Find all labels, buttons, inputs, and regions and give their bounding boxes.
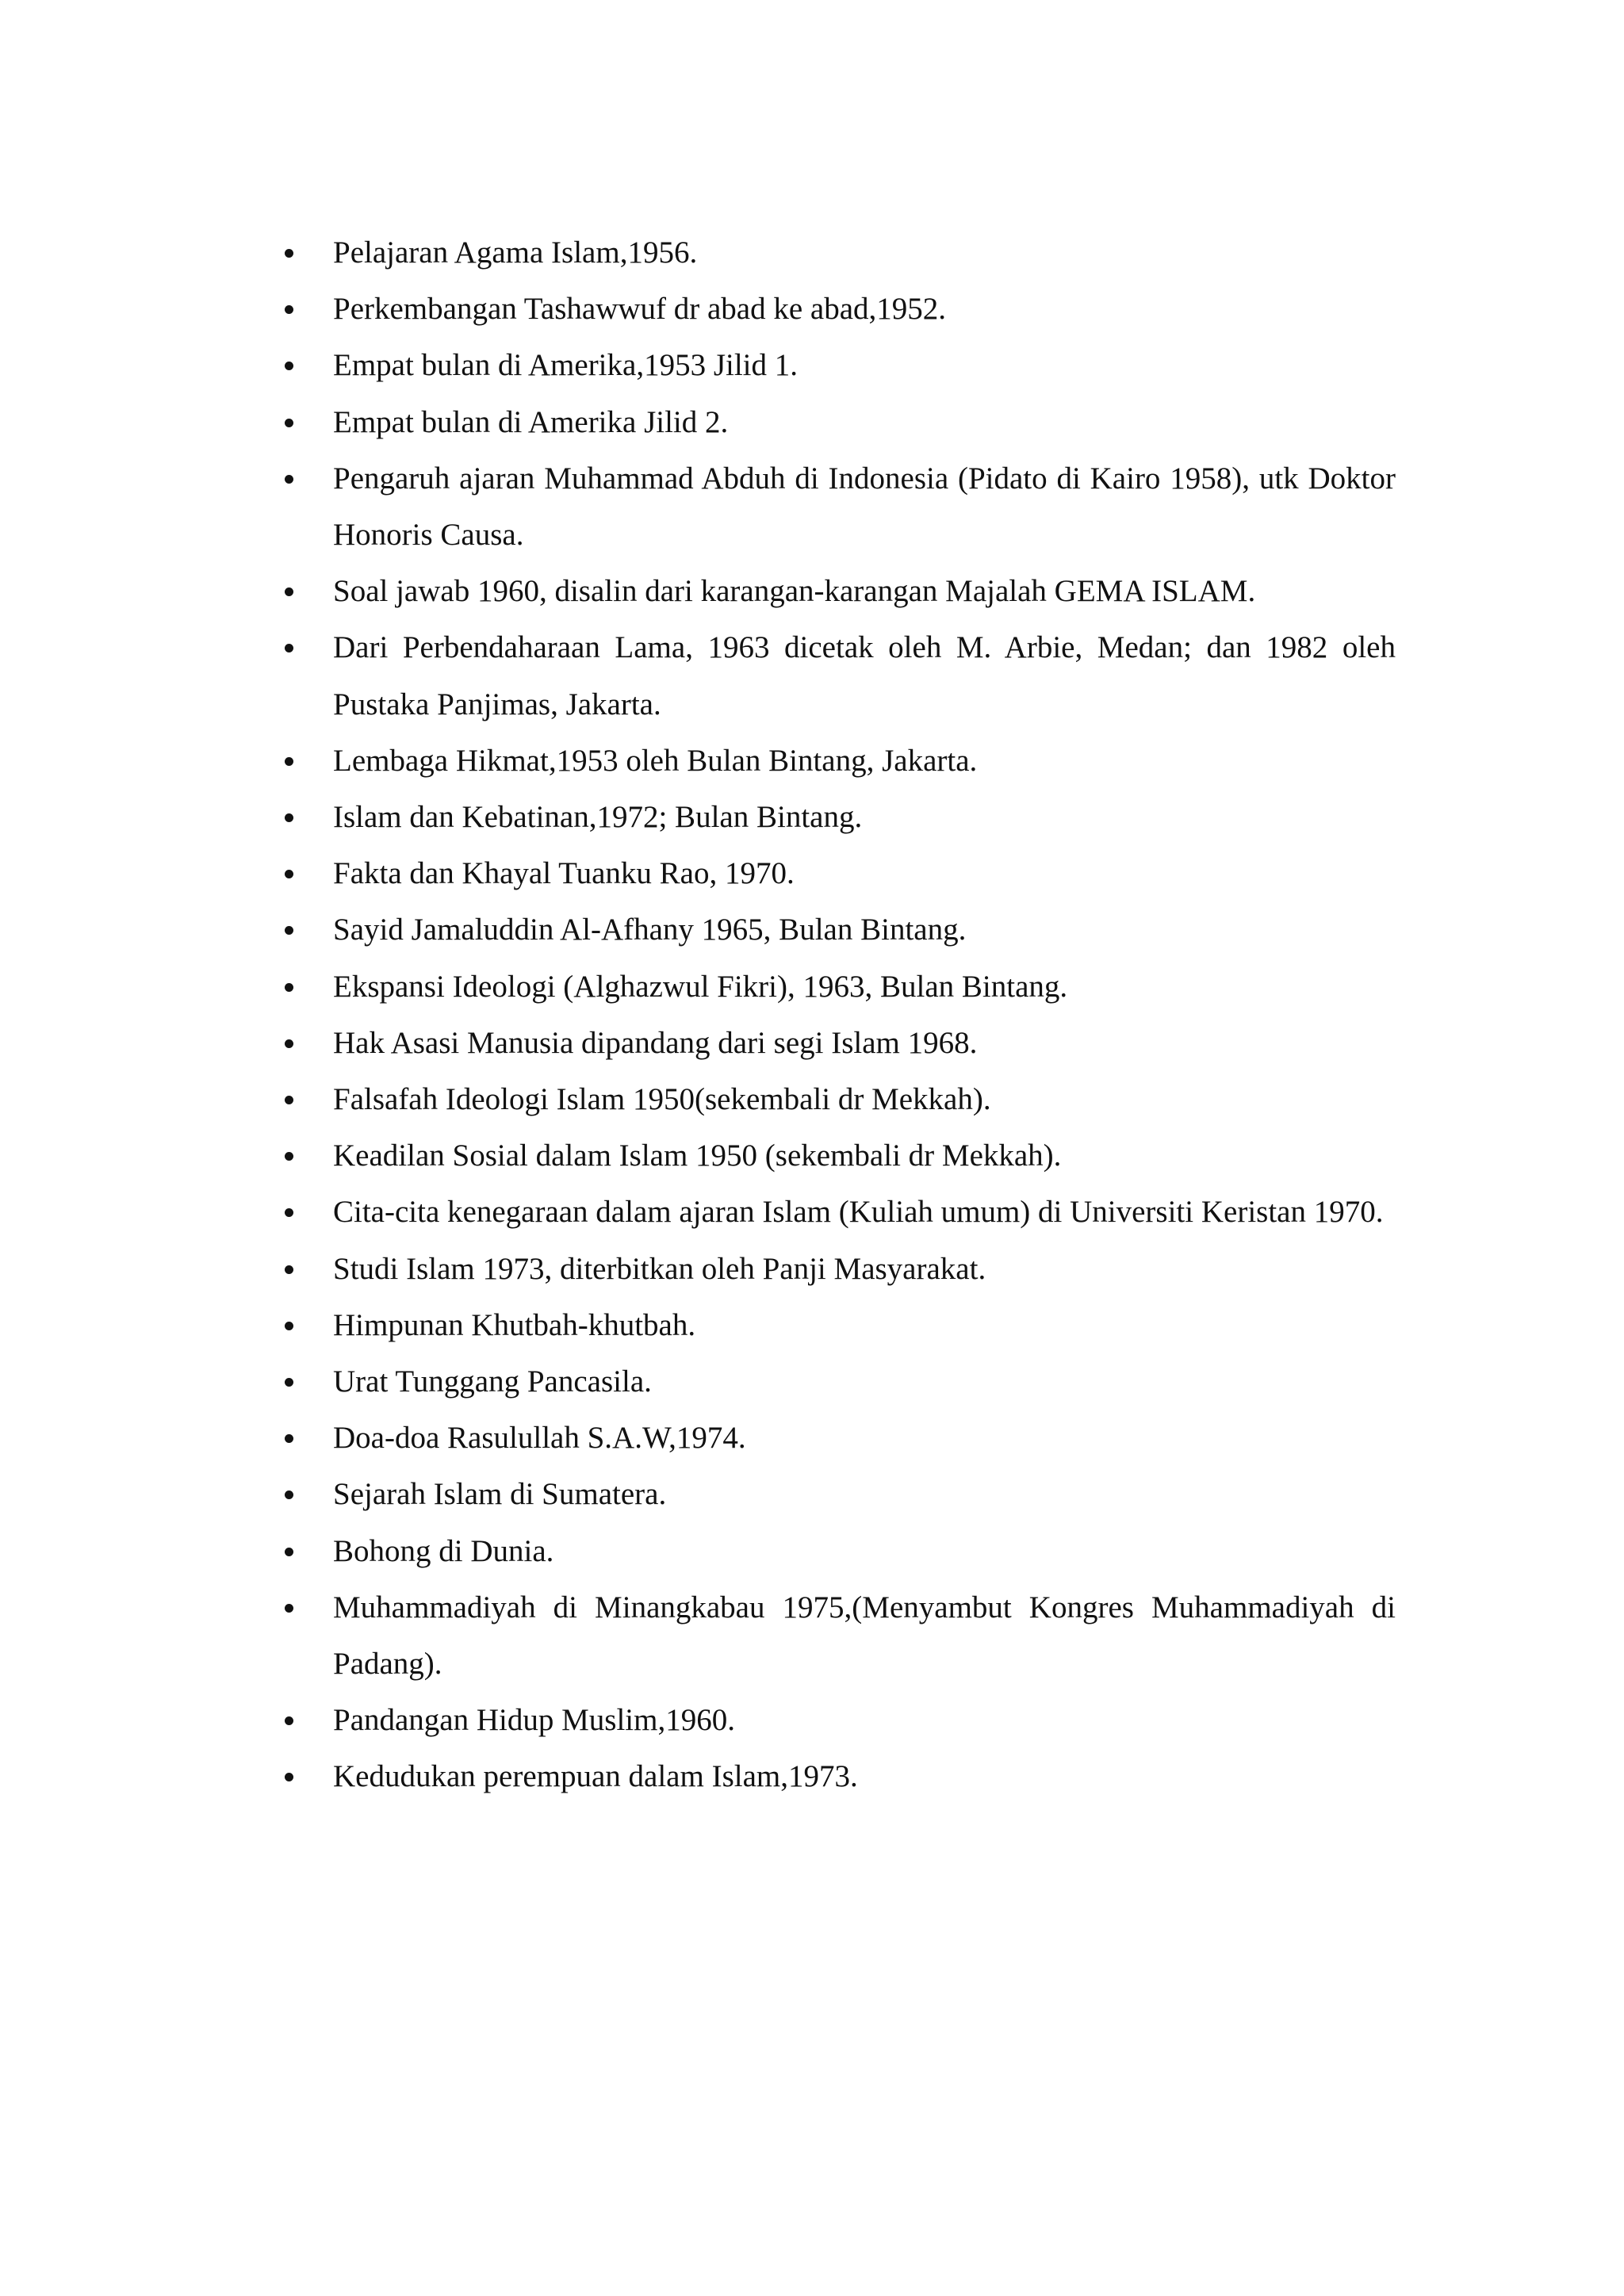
bullet-icon [285,249,293,258]
list-item-text: Studi Islam 1973, diterbitkan oleh Panji Masyarakat. [333,1251,986,1286]
list-item [278,281,1396,337]
bullet-icon [285,1604,293,1613]
list-item-text: Pandangan Hidup Muslim,1960. [333,1703,735,1738]
list-item [278,563,1396,619]
list-item [278,959,1396,1015]
bullet-icon [285,1096,293,1104]
bullet-icon [285,926,293,935]
bibliography-list [278,224,1396,1805]
list-item-text: Keadilan Sosial dalam Islam 1950 (sekembali dr Mekkah). [333,1138,1062,1173]
bullet-icon [285,1265,293,1274]
list-item [278,1353,1396,1410]
bullet-icon [285,1378,293,1387]
list-item-text: Kedudukan perempuan dalam Islam,1973. [333,1759,858,1794]
list-item [278,224,1396,281]
bullet-icon [285,1716,293,1725]
bullet-icon [285,1208,293,1217]
list-item-text: Cita-cita kenegaraan dalam ajaran Islam (Kuliah umum) di Universiti Keristan 1970. [333,1195,1384,1230]
list-item-text: Fakta dan Khayal Tuanku Rao, 1970. [333,856,795,891]
list-item-text: Doa-doa Rasulullah S.A.W,1974. [333,1421,746,1456]
list-item [278,1410,1396,1466]
list-item [278,619,1396,732]
bullet-icon [285,1322,293,1330]
bullet-icon [285,587,293,596]
bullet-icon [285,475,293,484]
list-item-text: Muhammadiyah di Minangkabau 1975,(Menyambut Kongres Muhammadiyah di Padang). [333,1590,1396,1682]
bullet-icon [285,813,293,822]
bullet-icon [285,1490,293,1499]
list-item [278,1127,1396,1184]
list-item [278,450,1396,563]
bullet-icon [285,1434,293,1443]
list-item [278,1184,1396,1240]
list-item [278,1466,1396,1522]
bullet-icon [285,644,293,652]
list-item [278,1692,1396,1748]
list-item [278,789,1396,845]
bullet-icon [285,1773,293,1781]
list-item [278,1523,1396,1579]
bullet-icon [285,1152,293,1161]
list-item [278,1071,1396,1127]
list-item-text: Urat Tunggang Pancasila. [333,1364,652,1399]
list-item [278,337,1396,393]
bullet-icon [285,1548,293,1556]
list-item-text: Pelajaran Agama Islam,1956. [333,235,698,270]
bullet-icon [285,1039,293,1048]
list-item-text: Himpunan Khutbah-khutbah. [333,1307,696,1342]
list-item [278,901,1396,958]
list-item [278,1241,1396,1297]
list-item-text: Hak Asasi Manusia dipandang dari segi Islam 1968. [333,1025,978,1060]
list-item-text: Perkembangan Tashawwuf dr abad ke abad,1952. [333,292,947,327]
list-item-text: Falsafah Ideologi Islam 1950(sekembali dr Mekkah). [333,1082,991,1117]
list-item-text: Lembaga Hikmat,1953 oleh Bulan Bintang, Jakarta. [333,743,978,778]
list-item-text: Pengaruh ajaran Muhammad Abduh di Indonesia (Pidato di Kairo 1958), utk Doktor Honoris Causa. [333,461,1396,553]
bullet-icon [285,870,293,878]
list-item-text: Dari Perbendaharaan Lama, 1963 dicetak oleh M. Arbie, Medan; dan 1982 oleh Pustaka Panjimas, Jakarta. [333,630,1396,721]
list-item [278,1748,1396,1804]
bullet-icon [285,983,293,992]
bullet-icon [285,305,293,314]
list-item [278,1579,1396,1692]
list-item-text: Islam dan Kebatinan,1972; Bulan Bintang. [333,800,863,835]
bullet-icon [285,362,293,370]
list-item [278,1297,1396,1353]
bullet-icon [285,757,293,766]
list-item [278,845,1396,901]
list-item [278,1015,1396,1071]
bullet-icon [285,419,293,427]
list-item-text: Soal jawab 1960, disalin dari karangan-karangan Majalah GEMA ISLAM. [333,574,1256,609]
list-item-text: Sejarah Islam di Sumatera. [333,1477,667,1512]
list-item-text: Empat bulan di Amerika,1953 Jilid 1. [333,348,799,383]
list-item [278,394,1396,450]
list-item-text: Ekspansi Ideologi (Alghazwul Fikri), 1963, Bulan Bintang. [333,969,1068,1004]
list-item [278,733,1396,789]
list-item-text: Sayid Jamaluddin Al-Afhany 1965, Bulan Bintang. [333,913,967,947]
list-item-text: Bohong di Dunia. [333,1533,554,1568]
list-item-text: Empat bulan di Amerika Jilid 2. [333,404,729,439]
